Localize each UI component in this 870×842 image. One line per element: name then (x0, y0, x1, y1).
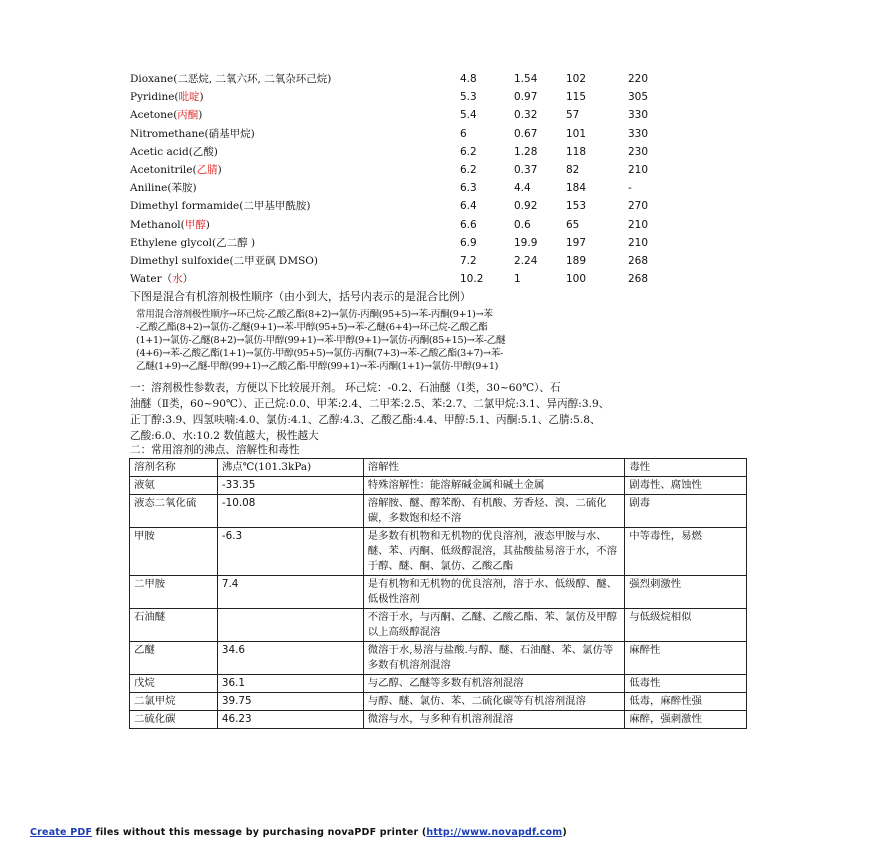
cell-solvent-name: 二甲胺 (130, 576, 218, 609)
solvent-uv-cutoff: 270 (628, 200, 649, 213)
mixture-line: -乙酸乙酯(8+2)→氯仿-乙醚(9+1)→苯-甲醇(95+5)→苯-乙醚(6+4)→环己烷-乙酸乙酯 (136, 322, 488, 333)
cell-solubility: 是有机物和无机物的优良溶剂，溶于水、低级醇、醚、低极性溶剂 (363, 576, 624, 609)
cell-boiling-point: 7.4 (217, 576, 363, 609)
mixture-line: (1+1)→氯仿-乙醚(8+2)→氯仿-甲醇(99+1)→苯-甲醇(9+1)→氯仿-丙酮(85+15)→苯-乙醚 (136, 335, 506, 346)
solvent-name-text: Acetone( (130, 109, 178, 122)
mixture-polarity-order (136, 308, 748, 373)
solvent-name (130, 234, 255, 252)
cell-solubility: 溶解胺、醚、醇苯酚、有机酸、芳香烃、溴、二硫化碳，多数饱和烃不溶 (363, 495, 624, 528)
solvent-polarity: 4.8 (460, 73, 477, 85)
cell-boiling-point: 36.1 (217, 675, 363, 693)
mixture-line: 常用混合溶剂极性顺序→环己烷-乙酸乙酯(8+2)→氯仿-丙酮(95+5)→苯-丙酮(9+1)→苯 (136, 309, 493, 320)
solvent-name-text: Pyridine( (130, 91, 179, 104)
solvent-viscosity: 0.37 (514, 163, 538, 176)
mixture-line: (4+6)→苯-乙酸乙酯(1+1)→氯仿-甲醇(95+5)→氯仿-丙酮(7+3)→苯-乙酸乙酯(3+7)→苯- (136, 348, 503, 359)
solvent-uv-cutoff: 230 (628, 145, 649, 158)
solvent-polarity: 6.3 (460, 182, 477, 195)
paragraph-line: 乙酸:6.0、水:10.2 数值越大，极性越大 (130, 430, 319, 442)
cell-toxicity: 剧毒 (625, 495, 747, 528)
section-subtitle: 二：常用溶剂的沸点、溶解性和毒性 (130, 444, 300, 456)
table-row (130, 693, 747, 711)
solvent-name-highlight: 乙腈 (196, 163, 218, 176)
cell-toxicity: 麻醉性 (625, 642, 747, 675)
solvent-polarity: 6 (460, 127, 467, 140)
solvent-name-after: ) (205, 218, 210, 231)
solvent-boiling-point: 57 (566, 109, 580, 122)
cell-solubility: 与乙醇、乙醚等多数有机溶剂混溶 (363, 675, 624, 693)
solvent-uv-cutoff: 330 (628, 109, 649, 122)
footer-end: ) (562, 827, 567, 838)
mixture-caption: 下图是混合有机溶剂极性顺序（由小到大，括号内表示的是混合比例） (130, 290, 471, 303)
solvent-boiling-point: 101 (566, 127, 587, 140)
solvent-name (130, 70, 331, 88)
solvent-boiling-point: 118 (566, 145, 587, 158)
cell-toxicity: 低毒性 (625, 675, 747, 693)
solvent-uv-cutoff: 210 (628, 236, 649, 249)
table-row (130, 675, 747, 693)
table-row (130, 576, 747, 609)
cell-toxicity: 与低级烷相似 (625, 609, 747, 642)
solvent-name (130, 125, 255, 143)
solvent-viscosity: 1.28 (514, 145, 538, 158)
cell-boiling-point: 46.23 (217, 711, 363, 729)
solvent-polarity: 5.4 (460, 109, 477, 122)
table-row (130, 477, 747, 495)
cell-solubility: 微溶与水，与多种有机溶剂混溶 (363, 711, 624, 729)
cell-solubility: 与醇、醚、氯仿、苯、二硫化碳等有机溶剂混溶 (363, 693, 624, 711)
solvent-properties-table (129, 458, 747, 729)
solvent-viscosity: 0.32 (514, 109, 538, 122)
solvent-name (130, 270, 193, 288)
solvent-name-highlight: 丙酮 (177, 109, 199, 122)
cell-boiling-point: -10.08 (217, 495, 363, 528)
table-row (130, 528, 747, 576)
solvent-name (130, 252, 318, 270)
solvent-uv-cutoff: 210 (628, 218, 649, 231)
cell-solvent-name: 二氯甲烷 (130, 693, 218, 711)
solvent-polarity: 6.6 (460, 218, 477, 231)
cell-solvent-name: 石油醚 (130, 609, 218, 642)
cell-solubility: 是多数有机物和无机物的优良溶剂，液态甲胺与水、醚、苯、丙酮、低级醇混溶，其盐酸盐易溶于水，不溶于醇、醚、酮、氯仿、乙酸乙酯 (363, 528, 624, 576)
solvent-boiling-point: 102 (566, 73, 587, 85)
solvent-viscosity: 1.54 (514, 73, 538, 85)
solvent-uv-cutoff: 268 (628, 254, 649, 267)
solvent-polarity: 6.2 (460, 145, 477, 158)
header-toxicity: 毒性 (625, 459, 747, 477)
table-row (130, 711, 747, 729)
cell-toxicity: 中等毒性，易燃 (625, 528, 747, 576)
cell-toxicity: 低毒，麻醉性强 (625, 693, 747, 711)
paragraph-line: 油醚（Ⅱ类，60~90℃）、正己烷:0.0、甲苯:2.4、二甲苯:2.5、苯:2.7、二氯甲烷:3.1、异丙醇:3.9、 (130, 398, 610, 410)
solvent-viscosity: 4.4 (514, 182, 531, 195)
solvent-polarity: 10.2 (460, 273, 484, 286)
cell-toxicity: 剧毒性、腐蚀性 (625, 477, 747, 495)
cell-boiling-point: -6.3 (217, 528, 363, 576)
cell-solubility: 特殊溶解性：能溶解碱金属和碱土金属 (363, 477, 624, 495)
solvent-polarity: 5.3 (460, 91, 477, 104)
solvent-uv-cutoff: 305 (628, 91, 649, 104)
solvent-name-text: Dimethyl sulfoxide(二甲亚砜 DMSO) (130, 254, 318, 267)
solvent-viscosity: 0.6 (514, 218, 531, 231)
novapdf-link[interactable]: http://www.novapdf.com (426, 827, 563, 838)
solvent-name-text: Nitromethane(硝基甲烷) (130, 127, 255, 140)
pdf-footer (30, 827, 567, 838)
solvent-boiling-point: 82 (566, 163, 580, 176)
solvent-name-highlight: 水 (172, 273, 183, 286)
solvent-boiling-point: 100 (566, 273, 587, 286)
solvent-name (130, 106, 202, 124)
solvent-name-after: ) (198, 109, 203, 122)
solvent-name-after: ) (199, 91, 204, 104)
cell-boiling-point: 39.75 (217, 693, 363, 711)
solvent-uv-cutoff: 220 (628, 73, 649, 85)
solvent-name-text: Ethylene glycol(乙二醇 ) (130, 236, 256, 249)
header-solvent-name: 溶剂名称 (130, 459, 218, 477)
solvent-viscosity: 19.9 (514, 236, 538, 249)
solvent-name (130, 161, 222, 179)
solvent-uv-cutoff: 268 (628, 273, 649, 286)
solvent-name-text: Water（ (130, 273, 173, 286)
solvent-name-highlight: 吡啶 (178, 91, 200, 104)
solvent-name (130, 179, 197, 197)
header-solubility: 溶解性 (363, 459, 624, 477)
solvent-boiling-point: 184 (566, 182, 587, 195)
cell-toxicity: 强烈刺激性 (625, 576, 747, 609)
solvent-name-after: ） (182, 273, 194, 286)
solvent-name (130, 197, 310, 215)
cell-boiling-point: -33.35 (217, 477, 363, 495)
cell-boiling-point: 34.6 (217, 642, 363, 675)
solvent-viscosity: 0.92 (514, 200, 538, 213)
solvent-name-text: Dimethyl formamide(二甲基甲酰胺) (130, 200, 311, 213)
cell-toxicity: 麻醉，强刺激性 (625, 711, 747, 729)
solvent-name-text: Acetonitrile( (130, 163, 197, 176)
table-row (130, 642, 747, 675)
table-row (130, 609, 747, 642)
solvent-uv-cutoff: - (628, 182, 632, 195)
solvent-name (130, 88, 204, 106)
cell-solvent-name: 戊烷 (130, 675, 218, 693)
solvent-name-after: ) (217, 163, 222, 176)
solvent-name-text: Dioxane(二恶烷, 二氧六环, 二氧杂环己烷) (130, 73, 332, 85)
solvent-boiling-point: 153 (566, 200, 587, 213)
solvent-polarity: 6.9 (460, 236, 477, 249)
table-header-row (130, 459, 747, 477)
cell-solvent-name: 液态二氧化硫 (130, 495, 218, 528)
solvent-name-text: Methanol( (130, 218, 185, 231)
cell-solvent-name: 乙醚 (130, 642, 218, 675)
solvent-boiling-point: 65 (566, 218, 580, 231)
paragraph-line: 正丁醇:3.9、四氢呋喃:4.0、氯仿:4.1、乙醇:4.3、乙酸乙酯:4.4、甲醇:5.1、丙酮:5.1、乙腈:5.8、 (130, 414, 601, 426)
solvent-uv-cutoff: 210 (628, 163, 649, 176)
paragraph-line: 一：溶剂极性参数表，方便以下比较展开剂。 环己烷：-0.2、石油醚（Ⅰ类，30~60℃）、石 (130, 382, 561, 394)
cell-solvent-name: 二硫化碳 (130, 711, 218, 729)
cell-solubility: 微溶于水,易溶与盐酸.与醇、醚、石油醚、苯、氯仿等多数有机溶剂混溶 (363, 642, 624, 675)
cell-solubility: 不溶于水，与丙酮、乙醚、乙酸乙酯、苯、氯仿及甲醇以上高级醇混溶 (363, 609, 624, 642)
create-pdf-link[interactable]: Create PDF (30, 827, 93, 838)
solvent-name (130, 216, 210, 234)
solvent-name-highlight: 甲醇 (184, 218, 206, 231)
footer-text: files without this message by purchasing novaPDF printer ( (92, 827, 427, 838)
solvent-viscosity: 2.24 (514, 254, 538, 267)
solvent-uv-cutoff: 330 (628, 127, 649, 140)
solvent-viscosity: 0.97 (514, 91, 538, 104)
solvent-boiling-point: 197 (566, 236, 587, 249)
solvent-polarity: 6.4 (460, 200, 477, 213)
header-boiling-point: 沸点℃(101.3kPa) (217, 459, 363, 477)
solvent-boiling-point: 189 (566, 254, 587, 267)
polarity-parameter-paragraph (130, 380, 742, 444)
solvent-viscosity: 0.67 (514, 127, 538, 140)
solvent-name-text: Acetic acid(乙酸) (130, 145, 218, 158)
mixture-line: 乙醚(1+9)→乙醚-甲醇(99+1)→乙酸乙酯-甲醇(99+1)→苯-丙酮(1+1)→氯仿-甲醇(9+1) (136, 361, 499, 372)
solvent-boiling-point: 115 (566, 91, 587, 104)
cell-solvent-name: 液氨 (130, 477, 218, 495)
solvent-name (130, 143, 218, 161)
solvent-polarity: 7.2 (460, 254, 477, 267)
table-row (130, 495, 747, 528)
solvent-viscosity: 1 (514, 273, 521, 286)
cell-solvent-name: 甲胺 (130, 528, 218, 576)
cell-boiling-point (217, 609, 363, 642)
solvent-name-text: Aniline(苯胺) (130, 182, 197, 195)
solvent-polarity: 6.2 (460, 163, 477, 176)
